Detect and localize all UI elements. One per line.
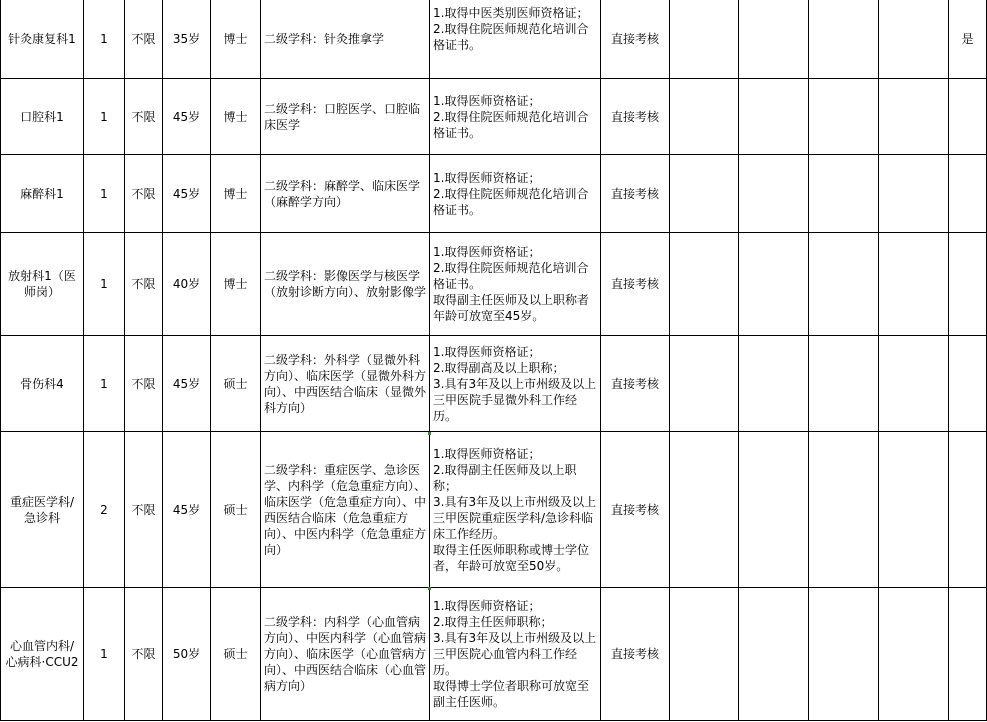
degree-cell: 硕士 (211, 432, 261, 588)
table-row (1, 432, 987, 588)
dept-cell: 口腔科1 (1, 79, 84, 155)
empty-cell (739, 79, 809, 155)
requirement-cell: 1.取得医师资格证； 2.取得住院医师规范化培训合格证书。 取得副主任医师及以上职称者年龄可放宽至45岁。 (430, 233, 601, 336)
requirement-cell: 1.取得医师资格证； 2.取得副高及以上职称； 3.具有3年及以上市州级及以上三甲医院手显微外科工作经历。 (430, 336, 601, 432)
empty-cell (879, 79, 949, 155)
age-cell: 40岁 (163, 233, 211, 336)
dept-cell: 骨伤科4 (1, 336, 84, 432)
note-cell (949, 336, 987, 432)
major-limit-cell: 不限 (125, 336, 163, 432)
table-row (1, 0, 987, 79)
major-limit-cell: 不限 (125, 233, 163, 336)
empty-cell (670, 336, 739, 432)
requirement-cell: 1.取得医师资格证； 2.取得副主任医师及以上职称； 3.具有3年及以上市州级及以上三甲医院重症医学科/急诊科临床工作经历。 取得主任医师职称或博士学位者，年龄可放宽至50岁。 (430, 432, 601, 588)
note-cell (949, 432, 987, 588)
cell-comment-marker (428, 432, 431, 435)
count-cell: 1 (84, 155, 125, 233)
empty-cell (879, 432, 949, 588)
empty-cell (670, 233, 739, 336)
major-limit-cell: 不限 (125, 0, 163, 79)
table-row (1, 336, 987, 432)
empty-cell (739, 336, 809, 432)
empty-cell (670, 0, 739, 79)
empty-cell (809, 0, 879, 79)
empty-cell (739, 155, 809, 233)
dept-cell: 心血管内科/心病科·CCU2 (1, 588, 84, 721)
dept-cell: 重症医学科/急诊科 (1, 432, 84, 588)
empty-cell (879, 336, 949, 432)
major-cell: 二级学科：重症医学、急诊医学、内科学（危急重症方向）、临床医学（危急重症方向）、中西医结合临床（危急重症方向）、中医内科学（危急重症方向） (261, 432, 430, 588)
empty-cell (879, 155, 949, 233)
empty-cell (670, 432, 739, 588)
empty-cell (670, 79, 739, 155)
count-cell: 1 (84, 588, 125, 721)
cell-comment-marker (428, 587, 431, 590)
table-row (1, 155, 987, 233)
degree-cell: 博士 (211, 0, 261, 79)
empty-cell (879, 0, 949, 79)
degree-cell: 博士 (211, 79, 261, 155)
age-cell: 45岁 (163, 155, 211, 233)
method-cell: 直接考核 (601, 155, 670, 233)
count-cell: 1 (84, 336, 125, 432)
major-limit-cell: 不限 (125, 79, 163, 155)
count-cell: 1 (84, 233, 125, 336)
major-cell: 二级学科：针灸推拿学 (261, 0, 430, 79)
requirement-cell: 1.取得医师资格证； 2.取得主任医师职称； 3.具有3年及以上市州级及以上三甲医院心血管内科工作经历。 取得博士学位者职称可放宽至副主任医师。 (430, 588, 601, 721)
empty-cell (809, 432, 879, 588)
requirement-cell: 1.取得医师资格证； 2.取得住院医师规范化培训合格证书。 (430, 79, 601, 155)
dept-cell: 麻醉科1 (1, 155, 84, 233)
count-cell: 1 (84, 79, 125, 155)
major-cell: 二级学科：口腔医学、口腔临床医学 (261, 79, 430, 155)
degree-cell: 硕士 (211, 336, 261, 432)
major-limit-cell: 不限 (125, 432, 163, 588)
method-cell: 直接考核 (601, 0, 670, 79)
count-cell: 2 (84, 432, 125, 588)
age-cell: 45岁 (163, 79, 211, 155)
degree-cell: 博士 (211, 155, 261, 233)
empty-cell (739, 233, 809, 336)
empty-cell (809, 79, 879, 155)
degree-cell: 博士 (211, 233, 261, 336)
major-limit-cell: 不限 (125, 155, 163, 233)
note-cell (949, 233, 987, 336)
method-cell: 直接考核 (601, 588, 670, 721)
empty-cell (809, 155, 879, 233)
note-cell: 是 (949, 0, 987, 79)
major-cell: 二级学科：麻醉学、临床医学（麻醉学方向） (261, 155, 430, 233)
empty-cell (809, 233, 879, 336)
method-cell: 直接考核 (601, 233, 670, 336)
age-cell: 50岁 (163, 588, 211, 721)
method-cell: 直接考核 (601, 79, 670, 155)
empty-cell (739, 432, 809, 588)
major-cell: 二级学科：影像医学与核医学（放射诊断方向）、放射影像学 (261, 233, 430, 336)
empty-cell (670, 588, 739, 721)
major-cell: 二级学科：内科学（心血管病方向）、中医内科学（心血管病方向）、临床医学（心血管病方向）、中西医结合临床（心血管病方向） (261, 588, 430, 721)
age-cell: 45岁 (163, 432, 211, 588)
method-cell: 直接考核 (601, 432, 670, 588)
empty-cell (879, 588, 949, 721)
requirement-cell: 1.取得中医类别医师资格证； 2.取得住院医师规范化培训合格证书。 (430, 0, 601, 79)
major-limit-cell: 不限 (125, 588, 163, 721)
table-row (1, 79, 987, 155)
empty-cell (739, 588, 809, 721)
empty-cell (809, 336, 879, 432)
age-cell: 45岁 (163, 336, 211, 432)
dept-cell: 放射科1（医师岗） (1, 233, 84, 336)
count-cell: 1 (84, 0, 125, 79)
dept-cell: 针灸康复科1 (1, 0, 84, 79)
age-cell: 35岁 (163, 0, 211, 79)
method-cell: 直接考核 (601, 336, 670, 432)
empty-cell (809, 588, 879, 721)
empty-cell (670, 155, 739, 233)
empty-cell (879, 233, 949, 336)
table-row (1, 233, 987, 336)
note-cell (949, 79, 987, 155)
degree-cell: 硕士 (211, 588, 261, 721)
note-cell (949, 588, 987, 721)
requirement-cell: 1.取得医师资格证； 2.取得住院医师规范化培训合格证书。 (430, 155, 601, 233)
major-cell: 二级学科：外科学（显微外科方向）、临床医学（显微外科方向）、中西医结合临床（显微外科方向） (261, 336, 430, 432)
empty-cell (739, 0, 809, 79)
note-cell (949, 155, 987, 233)
table-row (1, 588, 987, 721)
